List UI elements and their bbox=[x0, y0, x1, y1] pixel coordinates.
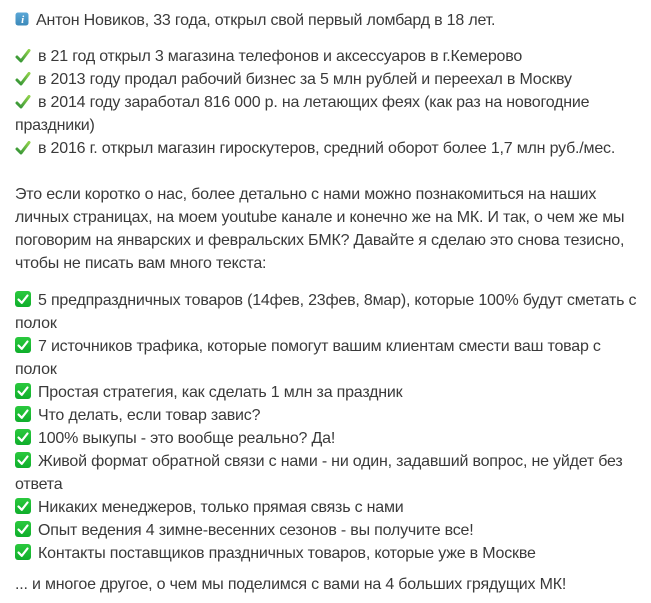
topic-text: Что делать, если товар завис? bbox=[38, 407, 261, 424]
achievement-text: в 2014 году заработал 816 000 р. на летающих феях (как раз на новогодние праздники) bbox=[15, 94, 590, 134]
achievement-item bbox=[15, 91, 640, 137]
topic-item bbox=[15, 450, 640, 496]
topic-item bbox=[15, 496, 640, 519]
achievement-item bbox=[15, 45, 640, 68]
check-box-icon bbox=[15, 383, 31, 399]
check-mark-icon bbox=[15, 49, 31, 63]
check-box-icon bbox=[15, 406, 31, 422]
information-icon bbox=[15, 12, 29, 26]
check-mark-icon bbox=[15, 95, 31, 109]
achievement-item bbox=[15, 68, 640, 91]
achievement-text: в 2013 году продал рабочий бизнес за 5 млн рублей и переехал в Москву bbox=[38, 71, 572, 88]
topic-item bbox=[15, 404, 640, 427]
check-box-icon bbox=[15, 544, 31, 560]
check-box-icon bbox=[15, 429, 31, 445]
svg-text:i: i bbox=[21, 14, 24, 26]
intro-paragraph: Это если коротко о нас, более детально с нами можно познакомиться на наших личных страницах, на моем youtube канале и конечно же на МК. И так, о чем же мы поговорим на январских и февральских БМК? Давайте я сделаю это снова тезисно, чтобы не писать вам много текста: bbox=[15, 186, 625, 272]
topic-text: Контакты поставщиков праздничных товаров, которые уже в Москве bbox=[38, 545, 536, 562]
achievement-item bbox=[15, 137, 640, 160]
topic-text: Живой формат обратной связи с нами - ни один, задавший вопрос, не уйдет без ответа bbox=[15, 453, 623, 493]
check-box-icon bbox=[15, 498, 31, 514]
topic-item bbox=[15, 381, 640, 404]
check-box-icon bbox=[15, 291, 31, 307]
topic-item bbox=[15, 335, 640, 381]
topic-item bbox=[15, 519, 640, 542]
topic-item bbox=[15, 542, 640, 565]
achievement-text: в 2016 г. открыл магазин гироскутеров, средний оборот более 1,7 млн руб./мес. bbox=[38, 140, 616, 157]
achievement-text: в 21 год открыл 3 магазина телефонов и аксессуаров в г.Кемерово bbox=[38, 48, 523, 65]
topic-text: 7 источников трафика, которые помогут вашим клиентам смести ваш товар с полок bbox=[15, 338, 601, 378]
check-box-icon bbox=[15, 337, 31, 353]
topic-text: 5 предпраздничных товаров (14фев, 23фев, 8мар), которые 100% будут сметать с полок bbox=[15, 292, 637, 332]
intro-text: Антон Новиков, 33 года, открыл свой первый ломбард в 18 лет. bbox=[36, 12, 496, 29]
intro-line bbox=[15, 9, 640, 32]
topic-item bbox=[15, 289, 640, 335]
topics-list bbox=[15, 289, 640, 565]
topic-text: Опыт ведения 4 зимне-весенних сезонов - вы получите все! bbox=[38, 522, 474, 539]
check-box-icon bbox=[15, 521, 31, 537]
topic-text: Простая стратегия, как сделать 1 млн за праздник bbox=[38, 384, 403, 401]
check-box-icon bbox=[15, 452, 31, 468]
topic-text: 100% выкупы - это вообще реально? Да! bbox=[38, 430, 336, 447]
topic-item bbox=[15, 427, 640, 450]
check-mark-icon bbox=[15, 141, 31, 155]
check-mark-icon bbox=[15, 72, 31, 86]
achievements-list bbox=[15, 45, 640, 160]
footer-line: ... и многое другое, о чем мы поделимся с вами на 4 больших грядущих МК! bbox=[15, 576, 567, 593]
topic-text: Никаких менеджеров, только прямая связь с нами bbox=[38, 499, 404, 516]
